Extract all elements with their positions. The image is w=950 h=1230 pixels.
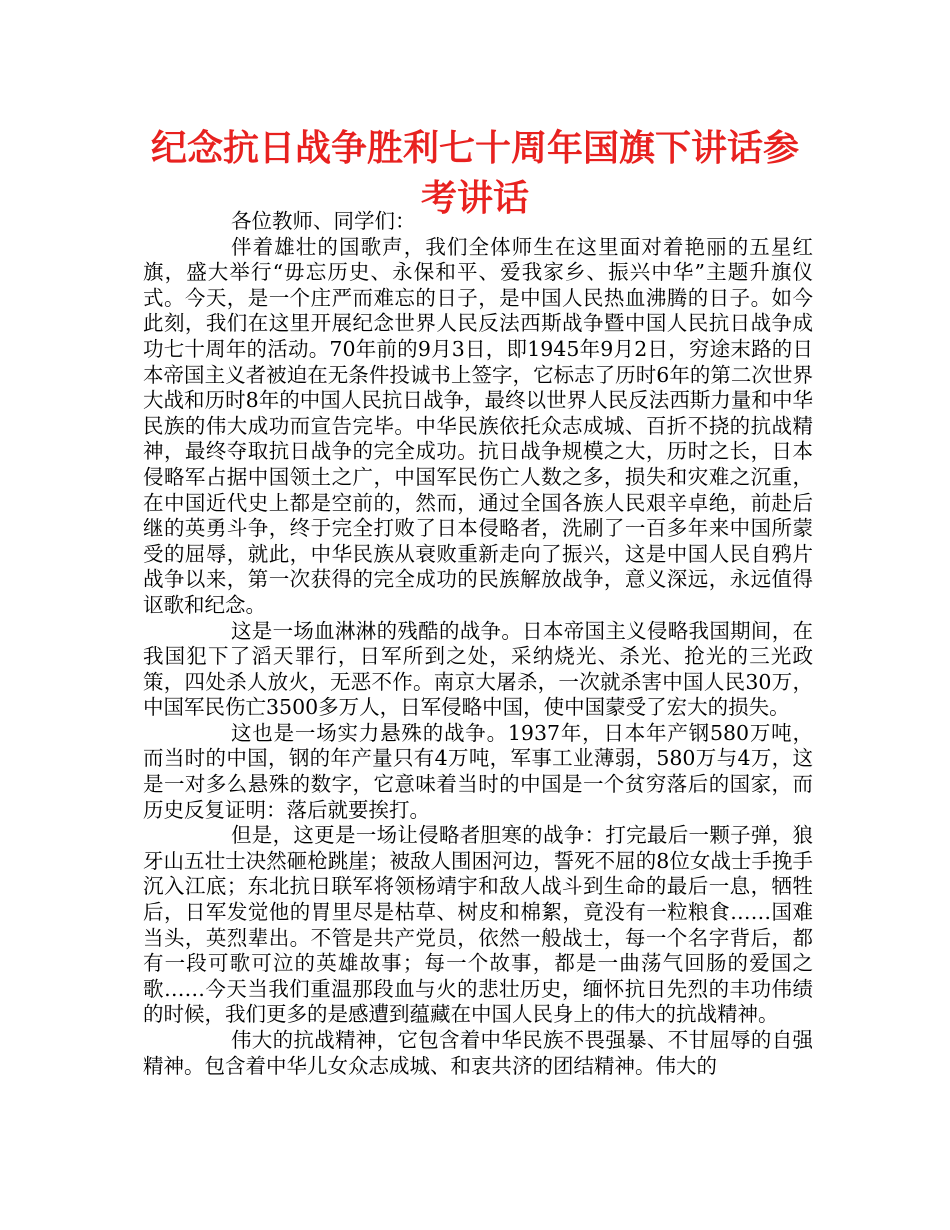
document-body (143, 209, 813, 1079)
paragraph: 伟大的抗战精神，它包含着中华民族不畏强暴、不甘屈辱的自强精神。包含着中华儿女众志成城、和衷共济的团结精神。伟大的 (143, 1028, 813, 1078)
document-title: 纪念抗日战争胜利七十周年国旗下讲话参考讲话 (150, 128, 799, 219)
salutation: 各位教师、同学们： (231, 209, 416, 233)
paragraph: 这是一场血淋淋的残酷的战争。日本帝国主义侵略我国期间，在我国犯下了滔天罪行，日军所到之处，采纳烧光、杀光、抢光的三光政策，四处杀人放火，无恶不作。南京大屠杀，一次就杀害中国人民30万，中国军民伤亡3500多万人，日军侵略中国，使中国蒙受了宏大的损失。 (143, 618, 813, 720)
paragraph: 这也是一场实力悬殊的战争。1937年，日本年产钢580万吨，而当时的中国，钢的年产量只有4万吨，军事工业薄弱，580万与4万，这是一对多么悬殊的数字，它意味着当时的中国是一个贫穷落后的国家，而历史反复证明：落后就要挨打。 (143, 720, 813, 822)
paragraph: 但是，这更是一场让侵略者胆寒的战争：打完最后一颗子弹，狼牙山五壮士决然砸枪跳崖；被敌人围困河边，誓死不屈的8位女战士手挽手沉入江底；东北抗日联军将领杨靖宇和敌人战斗到生命的最后一息，牺牲后，日军发觉他的胃里尽是枯草、树皮和棉絮，竟没有一粒粮食……国难当头，英烈辈出。不管是共产党员，依然一般战士，每一个名字背后，都有一段可歌可泣的英雄故事；每一个故事，都是一曲荡气回肠的爱国之歌……今天当我们重温那段血与火的悲壮历史，缅怀抗日先烈的丰功伟绩的时候，我们更多的是感遭到蕴藏在中国人民身上的伟大的抗战精神。 (143, 823, 813, 1027)
paragraph: 伴着雄壮的国歌声，我们全体师生在这里面对着艳丽的五星红旗，盛大举行“毋忘历史、永保和平、爱我家乡、振兴中华”主题升旗仪式。今天，是一个庄严而难忘的日子，是中国人民热血沸腾的日子。如今此刻，我们在这里开展纪念世界人民反法西斯战争暨中国人民抗日战争成功七十周年的活动。70年前的9月3日，即1945年9月2日，穷途末路的日本帝国主义者被迫在无条件投诚书上签字，它标志了历时6年的第二次世界大战和历时8年的中国人民抗日战争，最终以世界人民反法西斯力量和中华民族的伟大成功而宣告完毕。中华民族依托众志成城、百折不挠的抗战精神，最终夺取抗日战争的完全成功。抗日战争规模之大，历时之长，日本侵略军占据中国领土之广，中国军民伤亡人数之多，损失和灾难之沉重，在中国近代史上都是空前的，然而，通过全国各族人民艰辛卓绝，前赴后继的英勇斗争，终于完全打败了日本侵略者，洗刷了一百多年来中国所蒙受的屈辱，就此，中华民族从衰败重新走向了振兴，这是中国人民自鸦片战争以来，第一次获得的完全成功的民族解放战争，意义深远，永远值得讴歌和纪念。 (143, 234, 813, 617)
